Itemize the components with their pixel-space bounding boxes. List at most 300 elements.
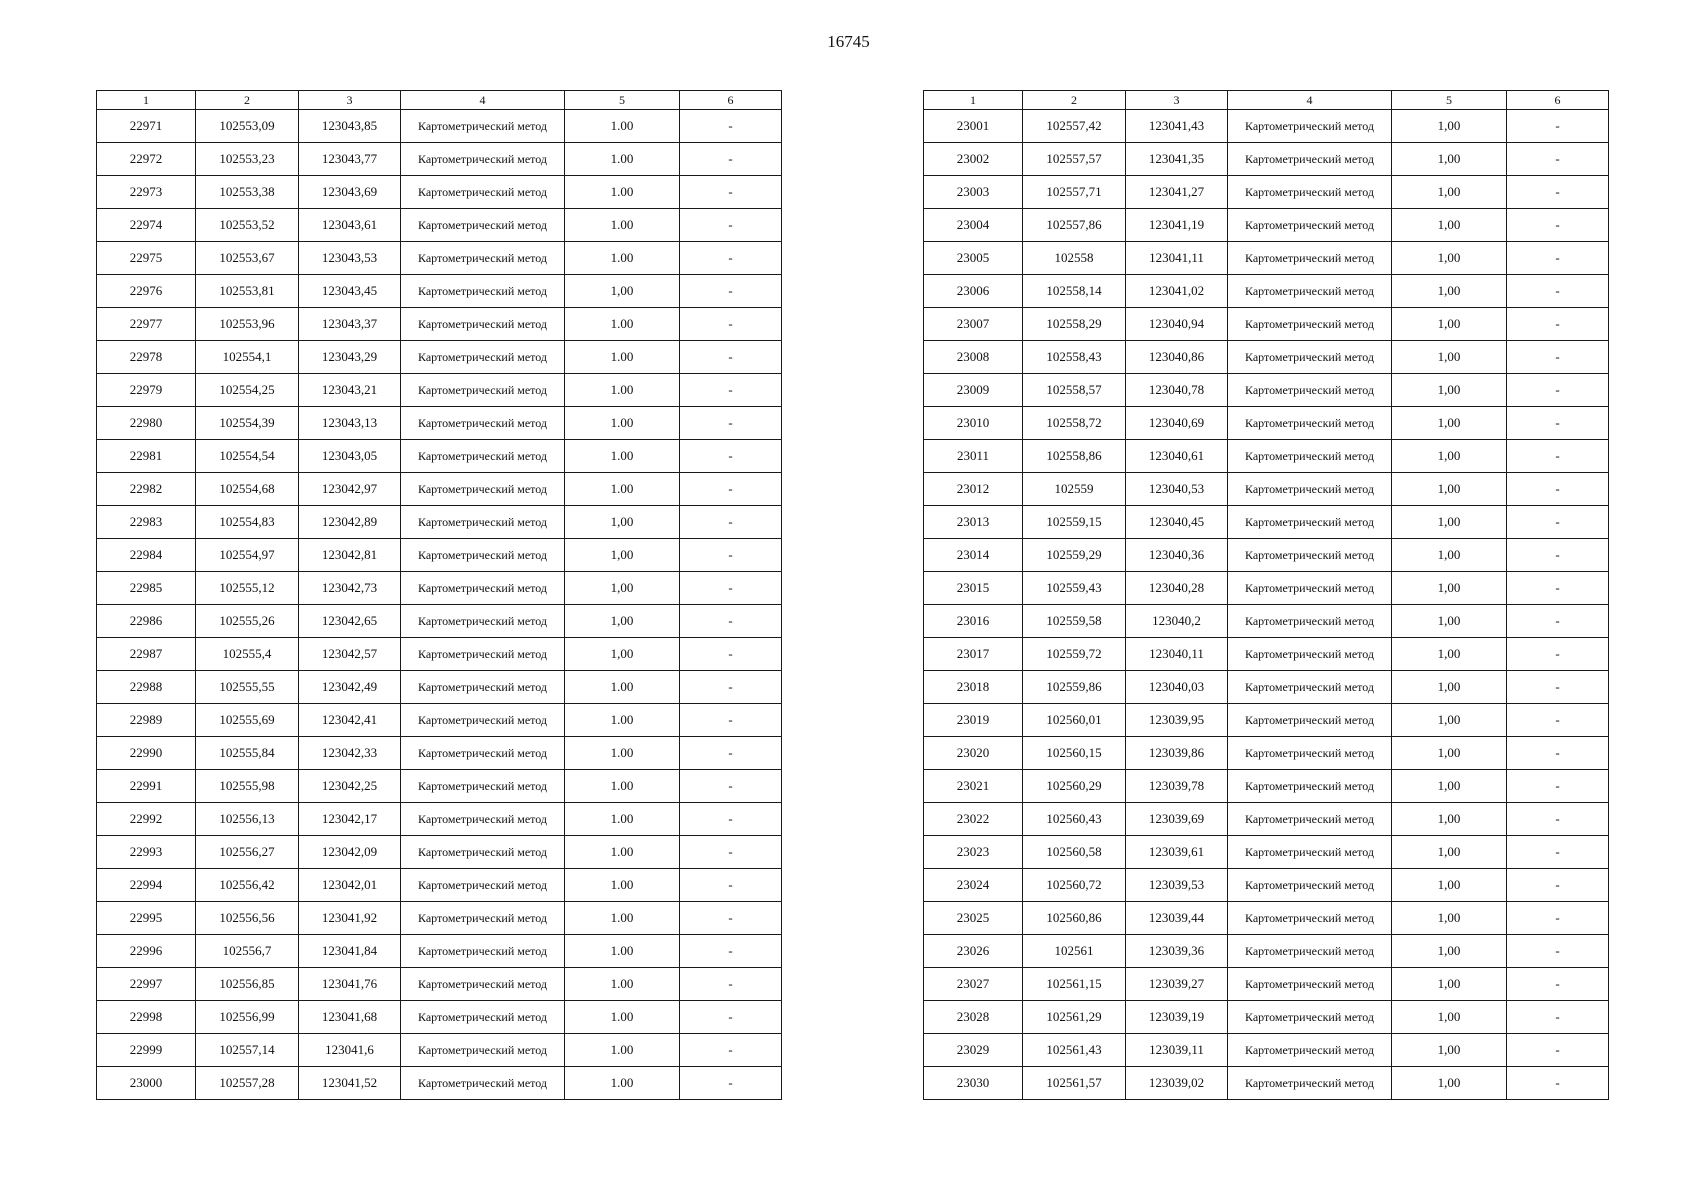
method-cell: Картометрический метод: [1228, 704, 1392, 737]
y-coordinate-cell: 123039,78: [1126, 770, 1228, 803]
point-number-cell: 23011: [924, 440, 1023, 473]
x-coordinate-cell: 102558,57: [1023, 374, 1126, 407]
note-cell: -: [680, 968, 782, 1001]
note-cell: -: [680, 1001, 782, 1034]
note-cell: -: [1507, 308, 1609, 341]
note-cell: -: [680, 407, 782, 440]
x-coordinate-cell: 102559,15: [1023, 506, 1126, 539]
method-cell: Картометрический метод: [401, 638, 565, 671]
x-coordinate-cell: 102554,1: [196, 341, 299, 374]
point-number-cell: 23004: [924, 209, 1023, 242]
method-cell: Картометрический метод: [1228, 440, 1392, 473]
accuracy-cell: 1.00: [565, 1001, 680, 1034]
x-coordinate-cell: 102556,56: [196, 902, 299, 935]
method-cell: Картометрический метод: [1228, 242, 1392, 275]
accuracy-cell: 1,00: [1392, 539, 1507, 572]
y-coordinate-cell: 123040,69: [1126, 407, 1228, 440]
y-coordinate-cell: 123041,84: [299, 935, 401, 968]
y-coordinate-cell: 123040,53: [1126, 473, 1228, 506]
accuracy-cell: 1.00: [565, 836, 680, 869]
accuracy-cell: 1.00: [565, 308, 680, 341]
note-cell: -: [1507, 704, 1609, 737]
x-coordinate-cell: 102553,67: [196, 242, 299, 275]
note-cell: -: [1507, 1034, 1609, 1067]
method-cell: Картометрический метод: [401, 473, 565, 506]
x-coordinate-cell: 102560,15: [1023, 737, 1126, 770]
x-coordinate-cell: 102555,69: [196, 704, 299, 737]
method-cell: Картометрический метод: [1228, 374, 1392, 407]
y-coordinate-cell: 123043,85: [299, 110, 401, 143]
note-cell: -: [680, 242, 782, 275]
y-coordinate-cell: 123040,61: [1126, 440, 1228, 473]
note-cell: -: [1507, 407, 1609, 440]
table-row: [924, 902, 1609, 935]
method-cell: Картометрический метод: [1228, 737, 1392, 770]
method-cell: Картометрический метод: [401, 836, 565, 869]
method-cell: Картометрический метод: [401, 539, 565, 572]
method-cell: Картометрический метод: [401, 209, 565, 242]
point-number-cell: 23007: [924, 308, 1023, 341]
table-row: [924, 671, 1609, 704]
accuracy-cell: 1.00: [565, 440, 680, 473]
x-coordinate-cell: 102560,43: [1023, 803, 1126, 836]
accuracy-cell: 1,00: [1392, 473, 1507, 506]
method-cell: Картометрический метод: [401, 737, 565, 770]
table-row: [924, 341, 1609, 374]
note-cell: -: [680, 638, 782, 671]
point-number-cell: 23012: [924, 473, 1023, 506]
note-cell: -: [680, 1034, 782, 1067]
point-number-cell: 22979: [97, 374, 196, 407]
x-coordinate-cell: 102553,38: [196, 176, 299, 209]
x-coordinate-cell: 102557,86: [1023, 209, 1126, 242]
y-coordinate-cell: 123039,02: [1126, 1067, 1228, 1100]
point-number-cell: 23015: [924, 572, 1023, 605]
note-cell: -: [1507, 869, 1609, 902]
table-row: [97, 803, 782, 836]
x-coordinate-cell: 102554,25: [196, 374, 299, 407]
table-row: [97, 605, 782, 638]
column-header: 6: [680, 91, 782, 110]
x-coordinate-cell: 102553,09: [196, 110, 299, 143]
table-row: [924, 572, 1609, 605]
column-header: 6: [1507, 91, 1609, 110]
y-coordinate-cell: 123042,01: [299, 869, 401, 902]
note-cell: -: [1507, 902, 1609, 935]
x-coordinate-cell: 102558,29: [1023, 308, 1126, 341]
note-cell: -: [1507, 374, 1609, 407]
method-cell: Картометрический метод: [1228, 638, 1392, 671]
point-number-cell: 23023: [924, 836, 1023, 869]
table-row: [924, 242, 1609, 275]
method-cell: Картометрический метод: [401, 407, 565, 440]
point-number-cell: 23013: [924, 506, 1023, 539]
point-number-cell: 22992: [97, 803, 196, 836]
table-row: [97, 374, 782, 407]
accuracy-cell: 1.00: [565, 209, 680, 242]
point-number-cell: 23022: [924, 803, 1023, 836]
note-cell: -: [1507, 110, 1609, 143]
note-cell: -: [1507, 572, 1609, 605]
table-row: [924, 506, 1609, 539]
table-row: [924, 935, 1609, 968]
accuracy-cell: 1,00: [565, 605, 680, 638]
note-cell: -: [1507, 440, 1609, 473]
x-coordinate-cell: 102559,72: [1023, 638, 1126, 671]
table-row: [97, 308, 782, 341]
x-coordinate-cell: 102559,58: [1023, 605, 1126, 638]
note-cell: -: [1507, 275, 1609, 308]
method-cell: Картометрический метод: [401, 1034, 565, 1067]
x-coordinate-cell: 102560,58: [1023, 836, 1126, 869]
note-cell: -: [680, 143, 782, 176]
y-coordinate-cell: 123042,49: [299, 671, 401, 704]
table-row: [97, 572, 782, 605]
accuracy-cell: 1.00: [565, 803, 680, 836]
column-header: 1: [97, 91, 196, 110]
x-coordinate-cell: 102557,57: [1023, 143, 1126, 176]
x-coordinate-cell: 102555,12: [196, 572, 299, 605]
accuracy-cell: 1,00: [1392, 638, 1507, 671]
note-cell: -: [1507, 1067, 1609, 1100]
table-row: [97, 737, 782, 770]
point-number-cell: 22997: [97, 968, 196, 1001]
x-coordinate-cell: 102561,15: [1023, 968, 1126, 1001]
note-cell: -: [680, 539, 782, 572]
note-cell: -: [680, 473, 782, 506]
accuracy-cell: 1,00: [1392, 374, 1507, 407]
accuracy-cell: 1,00: [1392, 308, 1507, 341]
accuracy-cell: 1.00: [565, 1067, 680, 1100]
x-coordinate-cell: 102555,98: [196, 770, 299, 803]
y-coordinate-cell: 123039,69: [1126, 803, 1228, 836]
y-coordinate-cell: 123043,13: [299, 407, 401, 440]
note-cell: -: [1507, 737, 1609, 770]
method-cell: Картометрический метод: [1228, 539, 1392, 572]
method-cell: Картометрический метод: [401, 275, 565, 308]
y-coordinate-cell: 123039,36: [1126, 935, 1228, 968]
accuracy-cell: 1,00: [1392, 968, 1507, 1001]
accuracy-cell: 1,00: [1392, 275, 1507, 308]
x-coordinate-cell: 102554,97: [196, 539, 299, 572]
point-number-cell: 22994: [97, 869, 196, 902]
x-coordinate-cell: 102557,71: [1023, 176, 1126, 209]
y-coordinate-cell: 123041,02: [1126, 275, 1228, 308]
x-coordinate-cell: 102555,84: [196, 737, 299, 770]
x-coordinate-cell: 102559,86: [1023, 671, 1126, 704]
method-cell: Картометрический метод: [1228, 803, 1392, 836]
y-coordinate-cell: 123041,6: [299, 1034, 401, 1067]
accuracy-cell: 1,00: [1392, 1001, 1507, 1034]
y-coordinate-cell: 123041,11: [1126, 242, 1228, 275]
y-coordinate-cell: 123041,68: [299, 1001, 401, 1034]
y-coordinate-cell: 123040,28: [1126, 572, 1228, 605]
note-cell: -: [680, 605, 782, 638]
note-cell: -: [1507, 638, 1609, 671]
column-header: 2: [1023, 91, 1126, 110]
point-number-cell: 22976: [97, 275, 196, 308]
point-number-cell: 23021: [924, 770, 1023, 803]
table-row: [924, 704, 1609, 737]
accuracy-cell: 1,00: [1392, 506, 1507, 539]
point-number-cell: 23020: [924, 737, 1023, 770]
method-cell: Картометрический метод: [401, 1067, 565, 1100]
point-number-cell: 23028: [924, 1001, 1023, 1034]
accuracy-cell: 1,00: [1392, 671, 1507, 704]
note-cell: -: [1507, 143, 1609, 176]
note-cell: -: [1507, 176, 1609, 209]
x-coordinate-cell: 102554,83: [196, 506, 299, 539]
note-cell: -: [680, 440, 782, 473]
accuracy-cell: 1.00: [565, 473, 680, 506]
point-number-cell: 23014: [924, 539, 1023, 572]
point-number-cell: 23016: [924, 605, 1023, 638]
table-row: [97, 407, 782, 440]
note-cell: -: [1507, 803, 1609, 836]
x-coordinate-cell: 102553,52: [196, 209, 299, 242]
note-cell: -: [1507, 242, 1609, 275]
point-number-cell: 23026: [924, 935, 1023, 968]
note-cell: -: [1507, 935, 1609, 968]
point-number-cell: 22991: [97, 770, 196, 803]
y-coordinate-cell: 123042,09: [299, 836, 401, 869]
y-coordinate-cell: 123042,57: [299, 638, 401, 671]
table-row: [924, 473, 1609, 506]
point-number-cell: 22985: [97, 572, 196, 605]
y-coordinate-cell: 123040,03: [1126, 671, 1228, 704]
table-row: [97, 440, 782, 473]
accuracy-cell: 1,00: [1392, 143, 1507, 176]
accuracy-cell: 1.00: [565, 704, 680, 737]
point-number-cell: 23024: [924, 869, 1023, 902]
x-coordinate-cell: 102561,43: [1023, 1034, 1126, 1067]
x-coordinate-cell: 102561: [1023, 935, 1126, 968]
method-cell: Картометрический метод: [1228, 407, 1392, 440]
point-number-cell: 22980: [97, 407, 196, 440]
coordinates-table-right: [923, 90, 1609, 1100]
table-row: [924, 374, 1609, 407]
coordinates-table-left: [96, 90, 782, 1100]
y-coordinate-cell: 123042,73: [299, 572, 401, 605]
method-cell: Картометрический метод: [401, 704, 565, 737]
point-number-cell: 22989: [97, 704, 196, 737]
note-cell: -: [680, 110, 782, 143]
table-row: [97, 836, 782, 869]
table-header-row: [97, 91, 782, 110]
accuracy-cell: 1,00: [1392, 770, 1507, 803]
method-cell: Картометрический метод: [1228, 209, 1392, 242]
column-header: 3: [299, 91, 401, 110]
method-cell: Картометрический метод: [401, 440, 565, 473]
note-cell: -: [680, 209, 782, 242]
x-coordinate-cell: 102555,4: [196, 638, 299, 671]
table-row: [924, 869, 1609, 902]
table-row: [97, 869, 782, 902]
accuracy-cell: 1,00: [1392, 605, 1507, 638]
table-row: [97, 110, 782, 143]
table-row: [97, 638, 782, 671]
x-coordinate-cell: 102558,14: [1023, 275, 1126, 308]
point-number-cell: 23000: [97, 1067, 196, 1100]
point-number-cell: 22988: [97, 671, 196, 704]
y-coordinate-cell: 123041,52: [299, 1067, 401, 1100]
accuracy-cell: 1,00: [1392, 935, 1507, 968]
y-coordinate-cell: 123042,65: [299, 605, 401, 638]
x-coordinate-cell: 102558,72: [1023, 407, 1126, 440]
method-cell: Картометрический метод: [401, 935, 565, 968]
y-coordinate-cell: 123041,92: [299, 902, 401, 935]
method-cell: Картометрический метод: [1228, 143, 1392, 176]
method-cell: Картометрический метод: [401, 110, 565, 143]
accuracy-cell: 1,00: [1392, 1067, 1507, 1100]
y-coordinate-cell: 123039,53: [1126, 869, 1228, 902]
note-cell: -: [1507, 1001, 1609, 1034]
point-number-cell: 22971: [97, 110, 196, 143]
note-cell: -: [1507, 770, 1609, 803]
accuracy-cell: 1,00: [565, 572, 680, 605]
method-cell: Картометрический метод: [1228, 1001, 1392, 1034]
y-coordinate-cell: 123043,37: [299, 308, 401, 341]
accuracy-cell: 1.00: [565, 737, 680, 770]
point-number-cell: 23027: [924, 968, 1023, 1001]
accuracy-cell: 1,00: [1392, 110, 1507, 143]
accuracy-cell: 1,00: [1392, 803, 1507, 836]
table-row: [924, 605, 1609, 638]
y-coordinate-cell: 123040,45: [1126, 506, 1228, 539]
x-coordinate-cell: 102557,42: [1023, 110, 1126, 143]
method-cell: Картометрический метод: [1228, 572, 1392, 605]
x-coordinate-cell: 102556,85: [196, 968, 299, 1001]
point-number-cell: 23003: [924, 176, 1023, 209]
table-row: [924, 638, 1609, 671]
column-header: 1: [924, 91, 1023, 110]
point-number-cell: 23029: [924, 1034, 1023, 1067]
accuracy-cell: 1,00: [565, 539, 680, 572]
y-coordinate-cell: 123039,19: [1126, 1001, 1228, 1034]
note-cell: -: [680, 770, 782, 803]
point-number-cell: 22975: [97, 242, 196, 275]
column-header: 5: [565, 91, 680, 110]
note-cell: -: [680, 737, 782, 770]
x-coordinate-cell: 102559,43: [1023, 572, 1126, 605]
y-coordinate-cell: 123043,21: [299, 374, 401, 407]
table-row: [924, 110, 1609, 143]
table-row: [924, 803, 1609, 836]
accuracy-cell: 1,00: [1392, 176, 1507, 209]
x-coordinate-cell: 102555,55: [196, 671, 299, 704]
method-cell: Картометрический метод: [1228, 836, 1392, 869]
point-number-cell: 22982: [97, 473, 196, 506]
x-coordinate-cell: 102560,86: [1023, 902, 1126, 935]
method-cell: Картометрический метод: [401, 968, 565, 1001]
accuracy-cell: 1,00: [1392, 836, 1507, 869]
note-cell: -: [680, 869, 782, 902]
method-cell: Картометрический метод: [401, 143, 565, 176]
table-row: [97, 209, 782, 242]
table-row: [97, 770, 782, 803]
table-row: [924, 440, 1609, 473]
x-coordinate-cell: 102554,39: [196, 407, 299, 440]
accuracy-cell: 1,00: [1392, 341, 1507, 374]
y-coordinate-cell: 123039,61: [1126, 836, 1228, 869]
x-coordinate-cell: 102556,7: [196, 935, 299, 968]
method-cell: Картометрический метод: [1228, 902, 1392, 935]
table-row: [97, 506, 782, 539]
x-coordinate-cell: 102555,26: [196, 605, 299, 638]
table-row: [97, 176, 782, 209]
table-row: [97, 242, 782, 275]
note-cell: -: [1507, 539, 1609, 572]
y-coordinate-cell: 123040,86: [1126, 341, 1228, 374]
method-cell: Картометрический метод: [401, 506, 565, 539]
point-number-cell: 22978: [97, 341, 196, 374]
table-row: [924, 407, 1609, 440]
y-coordinate-cell: 123041,76: [299, 968, 401, 1001]
column-header: 4: [401, 91, 565, 110]
accuracy-cell: 1.00: [565, 671, 680, 704]
point-number-cell: 23018: [924, 671, 1023, 704]
table-row: [924, 968, 1609, 1001]
accuracy-cell: 1.00: [565, 869, 680, 902]
point-number-cell: 22998: [97, 1001, 196, 1034]
accuracy-cell: 1,00: [1392, 572, 1507, 605]
x-coordinate-cell: 102559: [1023, 473, 1126, 506]
accuracy-cell: 1.00: [565, 176, 680, 209]
y-coordinate-cell: 123039,44: [1126, 902, 1228, 935]
accuracy-cell: 1,00: [1392, 407, 1507, 440]
table-row: [924, 539, 1609, 572]
accuracy-cell: 1,00: [1392, 902, 1507, 935]
accuracy-cell: 1.00: [565, 242, 680, 275]
accuracy-cell: 1,00: [1392, 209, 1507, 242]
accuracy-cell: 1.00: [565, 968, 680, 1001]
accuracy-cell: 1,00: [1392, 1034, 1507, 1067]
point-number-cell: 23005: [924, 242, 1023, 275]
method-cell: Картометрический метод: [401, 869, 565, 902]
column-header: 5: [1392, 91, 1507, 110]
x-coordinate-cell: 102553,23: [196, 143, 299, 176]
method-cell: Картометрический метод: [401, 176, 565, 209]
x-coordinate-cell: 102560,01: [1023, 704, 1126, 737]
y-coordinate-cell: 123040,2: [1126, 605, 1228, 638]
y-coordinate-cell: 123043,53: [299, 242, 401, 275]
y-coordinate-cell: 123039,11: [1126, 1034, 1228, 1067]
y-coordinate-cell: 123040,94: [1126, 308, 1228, 341]
y-coordinate-cell: 123042,89: [299, 506, 401, 539]
table-row: [97, 704, 782, 737]
note-cell: -: [680, 506, 782, 539]
y-coordinate-cell: 123042,97: [299, 473, 401, 506]
method-cell: Картометрический метод: [1228, 473, 1392, 506]
note-cell: -: [680, 836, 782, 869]
note-cell: -: [680, 176, 782, 209]
accuracy-cell: 1,00: [1392, 704, 1507, 737]
point-number-cell: 22990: [97, 737, 196, 770]
table-row: [924, 737, 1609, 770]
note-cell: -: [1507, 209, 1609, 242]
table-row: [924, 275, 1609, 308]
accuracy-cell: 1.00: [565, 1034, 680, 1067]
x-coordinate-cell: 102556,42: [196, 869, 299, 902]
x-coordinate-cell: 102561,29: [1023, 1001, 1126, 1034]
y-coordinate-cell: 123043,29: [299, 341, 401, 374]
y-coordinate-cell: 123041,43: [1126, 110, 1228, 143]
method-cell: Картометрический метод: [1228, 341, 1392, 374]
table-row: [924, 308, 1609, 341]
point-number-cell: 23010: [924, 407, 1023, 440]
x-coordinate-cell: 102559,29: [1023, 539, 1126, 572]
method-cell: Картометрический метод: [1228, 770, 1392, 803]
